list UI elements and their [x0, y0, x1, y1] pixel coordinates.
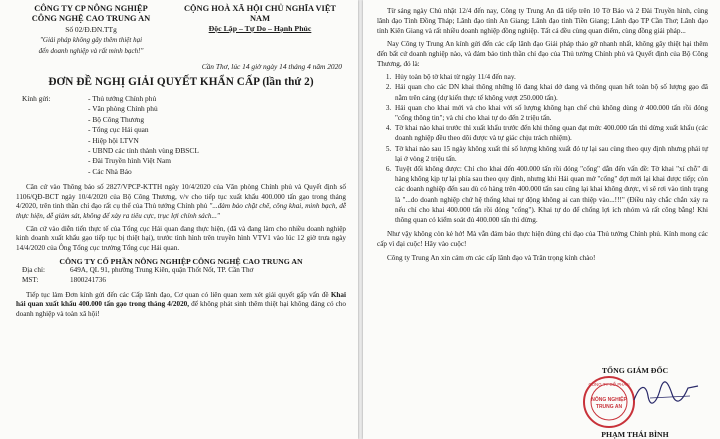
- company-header: [16, 4, 166, 55]
- document-number: Số 02/Đ.ĐN.TTg: [65, 25, 117, 34]
- recipient-item: - Văn phòng Chính phủ: [88, 104, 199, 114]
- address-label: Địa chỉ:: [22, 266, 45, 275]
- recipients-list: [76, 94, 199, 177]
- letter-page-left: [0, 0, 358, 439]
- paragraph-request: [16, 291, 346, 320]
- recipient-item: - Tổng cục Hải quan: [88, 125, 199, 135]
- signer-name: PHẠM THÁI BÌNH: [601, 430, 669, 439]
- solution-item: 3. Hải quan cho khai mới và cho khai với số lượng không hạn chế chủ không dùng ở 400.000 tấn rồi đóng "cổng thông tin"; và chỉ cho khai tự do đến 2 triệu tấn.: [393, 103, 708, 123]
- solution-item: 5. Tờ khai nào sau 15 ngày không xuất thì số lượng không xuất đó tự lại sau cùng theo quy định nhưng phải tự lại ở vòng 2 triệu tấn.: [393, 144, 708, 164]
- recipient-item: - Bộ Công Thương: [88, 115, 199, 125]
- paragraph-basis: [16, 183, 346, 221]
- paragraph-proposal: Nay Công ty Trung An kính gửi đến các cấp lãnh đạo Giải pháp thảo gỡ nhanh nhất, không gây thiệt hại thêm đến bất cứ doanh nghiệp nào, và đảm bảo tinh thần chỉ đạo của Thủ tướng Chính phủ và Quyết định của Bộ Công Thương, đó là:: [377, 39, 708, 69]
- paragraph-closing: Như vậy không còn kẻ hở! Mà vẫn đảm bảo thực hiện đúng chỉ đạo của Thủ tướng Chính phủ. Kính mong các cấp vì đại cuộc! Hãy vào cuộc!: [377, 230, 708, 249]
- recipients-label: Kính gửi:: [22, 94, 51, 103]
- paragraph-intro: Từ sáng ngày Chủ nhật 12/4 đến nay, Công ty Trung An đã tiếp trên 10 Tờ Báo và 2 Đài Truyền hình, cùng lãnh đạo Tỉnh Đồng Tháp; Lãnh đạo tỉnh An Giang; Lãnh đạo tỉnh Tiền Giang; Lãnh đạo TP Cần Thơ; Lãnh đạo tỉnh Kiên Giang và rất nhiều doanh nghiệp đồng nghiệp. Tất cả đều cùng quan điểm, cùng đồng giải pháp...: [377, 7, 708, 36]
- request-bold: Khai hải quan xuất khẩu 400.000 tấn gạo trong tháng 4/2020,: [16, 290, 346, 309]
- signature-block: [560, 366, 710, 439]
- company-name-line2: CÔNG NGHỆ CAO TRUNG AN: [31, 14, 151, 23]
- tax-row: [16, 276, 346, 286]
- paragraph-situation: Căn cứ vào diễn tiến thực tế của Tổng cục Hải quan đang thực hiện, (đã và đang làm cho nhiều doanh nghiệp kinh doanh xuất khẩu gạo tiếp tục bị thiệt hại), trước tình hình trên truyền hình VTV1 vào lúc 12 giờ trưa ngày 14/4/2020 của Ông Tổng cục trưởng Tổng cục Hải quan.: [16, 224, 346, 252]
- document-title: ĐƠN ĐỀ NGHỊ GIẢI QUYẾT KHẨN CẤP (lần thứ 2): [48, 76, 314, 88]
- recipients-block: [16, 94, 346, 177]
- company-name-line1: CÔNG TY CP NÔNG NGHIỆP: [34, 4, 148, 13]
- dateline: Cần Thơ, lúc 14 giờ ngày 14 tháng 4 năm 2020: [201, 62, 342, 71]
- signer-title: TỔNG GIÁM ĐỐC: [601, 366, 669, 375]
- national-slogan: Độc Lập – Tự Do – Hạnh Phúc: [208, 24, 312, 33]
- solution-item: 2. Hải quan cho các DN khai thông những lô đang khai dở dang và thông quan hết toàn bộ số lượng gạo đã nằm trên cảng (dự kiến thực tế không vượt 250.000 tấn).: [393, 82, 708, 102]
- recipient-item: - UBND các tỉnh thành vùng ĐBSCL: [88, 146, 199, 156]
- recipient-item: - Hiệp hội LTVN: [88, 136, 199, 146]
- solution-item: 4. Tờ khai nào khai trước thì xuất khẩu trước đến khi thông quan đạt mức 400.000 tấn thì dừng xuất khẩu (các doanh nghiệp đều theo dõi được và tự giác chịu trách nhiệm).: [393, 123, 708, 143]
- solution-item: 6. Tuyệt đối không được: Chỉ cho khai đến 400.000 tấn rồi đóng "cổng" dẫn đến vấn đề: Tờ khai "xí chỗ" đi hàng không kịp tự lại phía sau theo quy định, nhưng khi Hải quan mở "cổng" đợt mới lại khai được tiếp; còn các doanh nghiệp đến sau dù có hàng trên 400.000 tấn sau cũng lại khai không được, vì sẽ rơi vào tình trạng là "...do doanh nghiệp chứ hệ thống khai tự động không ai can thiệp vào...!!!" (Điều này chắc chắn xảy ra nếu chỉ cho khai 400.000 tấn rồi đóng "cổng"). Khai tự do để chống lợi ích nhóm và rất công bằng! Khi thông quan có kiểm soát đủ 400.000 tấn thì dừng.: [393, 164, 708, 225]
- tax-label: MST:: [22, 276, 39, 284]
- request-text: Tiếp tục làm Đơn kính gửi đến các Cấp lãnh đạo, Cơ quan có liên quan xem xét giải quyết gấp vấn đề: [26, 290, 331, 299]
- company-motto-line1: "Giải pháp không gây thêm thiệt hại: [39, 36, 143, 44]
- company-motto-line2: đến doanh nghiệp và rất minh bạch!": [38, 46, 144, 55]
- paragraph-basis-quote: "...đảm bảo chặt chẽ, công khai, minh bạch, dễ thực hiện, dễ giám sát, không để xảy ra tiêu cực, trục lợi chính sách...": [16, 202, 346, 221]
- recipient-item: - Các Nhà Báo: [88, 167, 199, 177]
- solution-item: 1. Hủy toàn bộ tờ khai từ ngày 11/4 đến nay.: [393, 72, 708, 82]
- address-value: 649A, QL 91, phường Trung Kiên, quận Thốt Nốt, TP. Cần Thơ: [70, 266, 254, 275]
- tax-value: 1800241736: [70, 276, 106, 284]
- request-end: để không phát sinh thêm thiệt hại không đáng có cho doanh nghiệp và toàn xã hội!: [16, 300, 346, 318]
- company-seal-icon: [582, 375, 636, 429]
- letter-header: [16, 4, 346, 55]
- seal-top-text: CÔNG TY CỔ PHẦN: [588, 382, 630, 387]
- solution-list: [377, 72, 708, 225]
- seal-bot-text: TRUNG AN: [595, 404, 623, 410]
- seal-mid-text: NÔNG NGHIỆP: [591, 397, 627, 403]
- address-row: [16, 266, 346, 276]
- paragraph-basis-text: Căn cứ vào Thông báo số 2827/VPCP-KTTH ngày 10/4/2020 của Văn phòng Chính phủ và Quyết định số 1106/QĐ-BCT ngày 10/4/2020 của Bộ Công Thương, v/v cho tiếp tục xuất khẩu 400.000 tấn gạo trong tháng 4/2020, trên tinh thần chỉ đạo rất cụ thể của Thủ tướng Chính phủ: [16, 183, 346, 211]
- company-full-name: CÔNG TY CỔ PHẦN NÔNG NGHIỆP CÔNG NGHỆ CAO TRUNG AN: [59, 257, 303, 267]
- signature-icon: [630, 378, 702, 408]
- national-header: [174, 4, 346, 55]
- paragraph-thanks: Công ty Trung An xin cám ơn các cấp lãnh đạo và Trân trọng kính chào!: [387, 253, 596, 262]
- national-title: CỘNG HOÀ XÃ HỘI CHỦ NGHĨA VIỆT NAM: [183, 4, 336, 23]
- recipient-item: - Đài Truyền hình Việt Nam: [88, 156, 199, 166]
- recipient-item: - Thủ tướng Chính phủ: [88, 94, 199, 104]
- letter-page-right: [363, 0, 720, 439]
